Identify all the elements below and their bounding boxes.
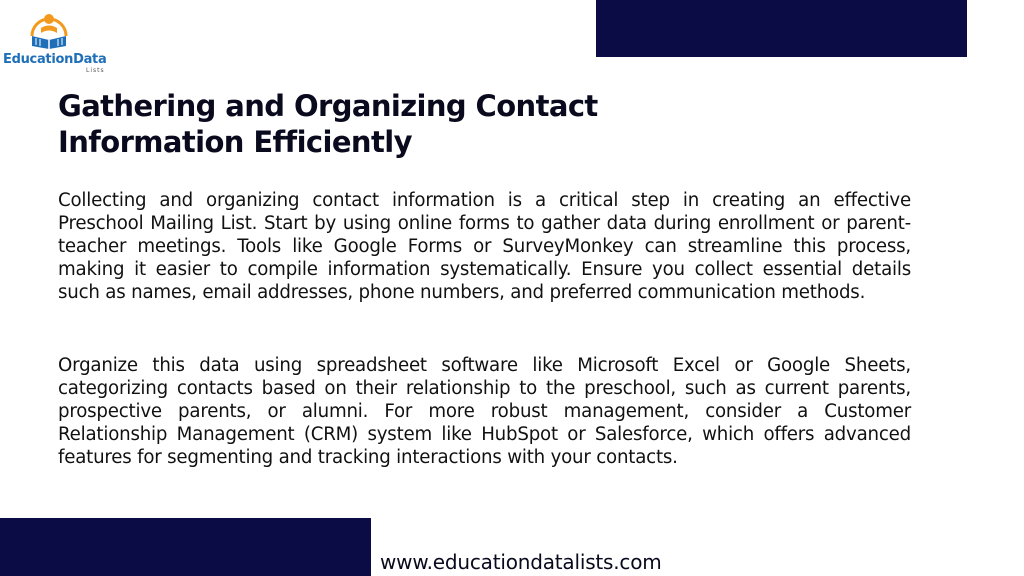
graduation-book-icon (26, 6, 72, 50)
brand-logo[interactable] (0, 6, 118, 74)
slide-title (58, 88, 678, 160)
paragraph-collecting: Collecting and organizing contact information is a critical step in creating an effective Preschool Mailing List. Start by using online forms to gather data during enrollment or parent-teacher meetings. Tools like Google Forms or SurveyMonkey can streamline this process, making it easier to compile information systematically. Ensure you collect essential details such as names, email addresses, phone numbers, and preferred communication methods. (58, 190, 911, 303)
top-decorative-bar (596, 0, 967, 57)
brand-subtitle: Lists (86, 67, 105, 74)
slide-title-line-1: Gathering and Organizing Contact (58, 89, 598, 123)
brand-name: EducationData (3, 52, 107, 67)
website-link[interactable]: www.educationdatalists.com (380, 550, 662, 574)
bottom-decorative-bar (0, 518, 371, 576)
paragraph-organizing: Organize this data using spreadsheet software like Microsoft Excel or Google Sheets, categorizing contacts based on their relationship to the preschool, such as current parents, prospective parents, or alumni. For more robust management, consider a Customer Relationship Management (CRM) system like HubSpot or Salesforce, which offers advanced features for segmenting and tracking interactions with your contacts. (58, 355, 911, 468)
slide-title-line-2: Information Efficiently (58, 125, 412, 159)
